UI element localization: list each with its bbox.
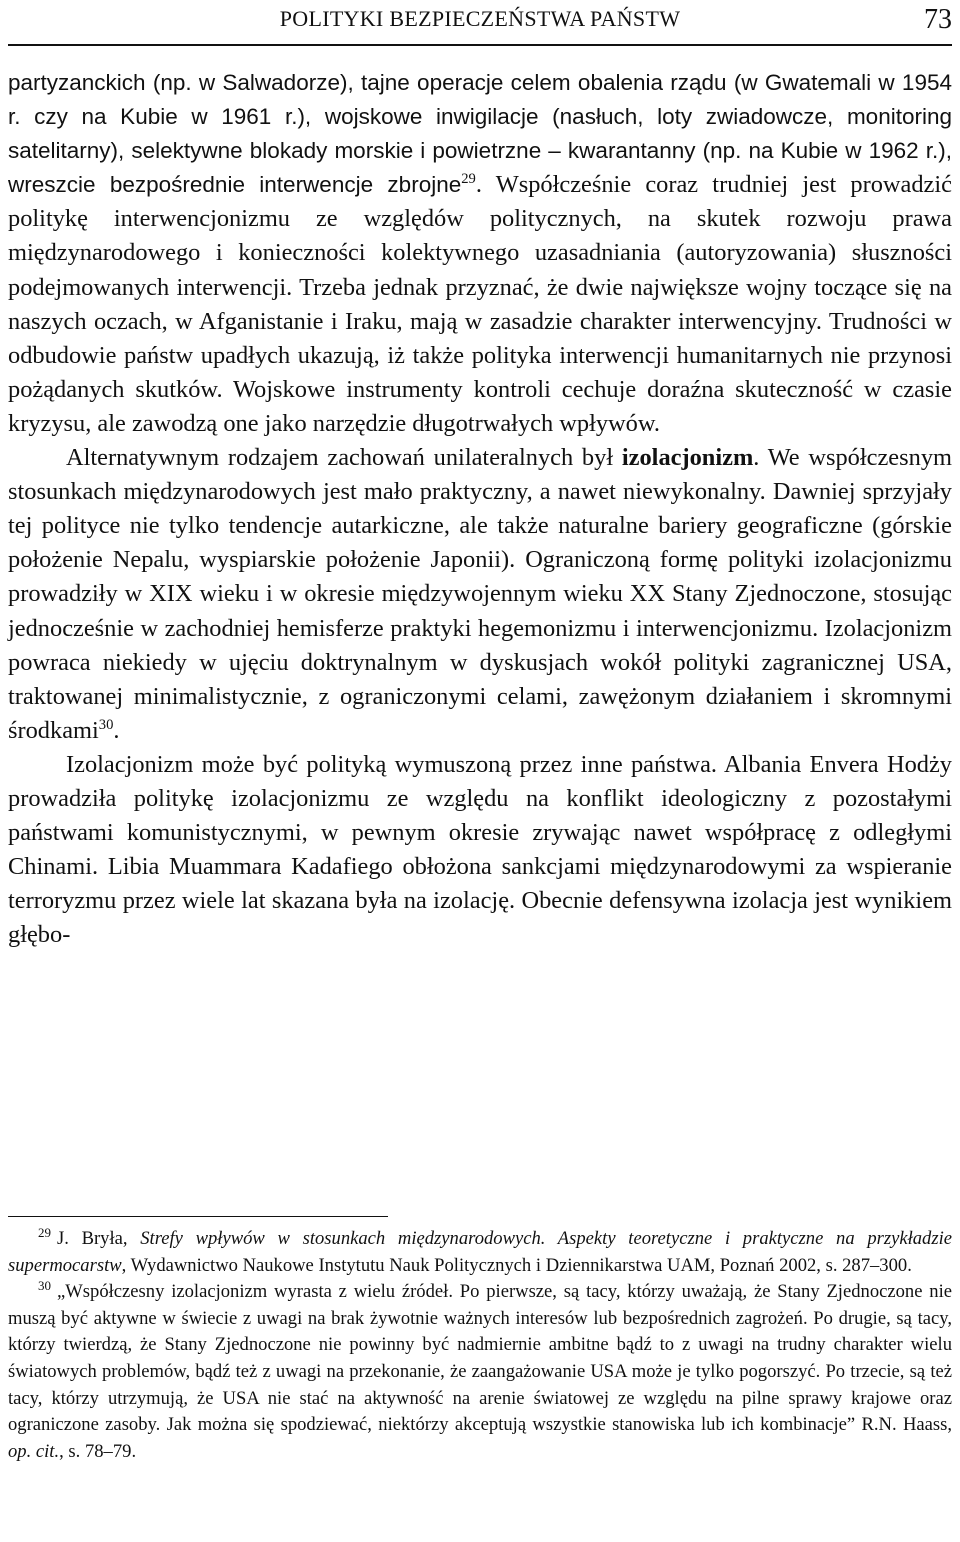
footnote-ref-29[interactable]: 29 [461,171,476,188]
running-title: POLITYKI BEZPIECZEŃSTWA PAŃSTW [279,6,681,31]
paragraph-2-text-end: . [113,716,120,744]
paragraph-3-text: Izolacjonizm może być polityką wymuszoną przez inne państwa. Albania Envera Hodży prowadziła politykę izolacjonizmu ze względu na konflikt ideologiczny z pozostałymi państwami komunistycznymi, w pewnym okresie zrywając nawet współpracę z odległymi Chinami. Libia Muammara Kadafiego obłożona sankcjami międzynarodowymi za wspieranie terroryzmu przez wiele lat skazana była na izolację. Obecnie defensywna izolacja jest wynikiem głębo- [8,750,952,949]
footnote-30 [8,1279,952,1465]
footnote-29-rest: , Wydawnictwo Naukowe Instytutu Nauk Politycznych i Dziennikarstwa UAM, Poznań 2002, s. 287–300. [121,1254,912,1276]
footnote-separator [8,1216,388,1217]
footnote-30-pages: , s. 78–79. [59,1440,137,1462]
main-text [8,66,952,952]
page-header [8,0,952,46]
footnote-29 [8,1226,952,1279]
footnote-ref-30[interactable]: 30 [98,716,114,733]
paragraph-2-text-body: . We współczesnym stosunkach międzynarodowych jest mało praktyczny, a nawet niewykonalny. Dawniej sprzyjały tej polityce nie tylko tendencje autarkiczne, ale także naturalne bariery geograficzne (górskie położenie Nepalu, wyspiarskie położenie Japonii). Ograniczoną formę polityki izolacjonizmu prowadziły w XIX wieku i w okresie międzywojennym wieku XX Stany Zjednoczone, stosując jednocześnie w zachodniej hemisferze praktyki hegemonizmu i interwencjonizmu. Izolacjonizm powraca niekiedy w ujęciu doktrynalnym w dyskusjach wokół polityki zagranicznej USA, traktowanej minimalistycznie, z ograniczonymi celami, zawężonym działaniem i skromnymi środkami [8,444,952,744]
footnote-30-mark: 30 [38,1278,51,1294]
paragraph-2 [8,441,952,748]
footnote-30-opcit: op. cit. [8,1440,60,1462]
term-izolacjonizm: izolacjonizm [621,444,754,472]
paragraph-2-text-start: Alternatywnym rodzajem zachowań unilateralnych był [66,444,622,472]
footnote-29-title: Strefy wpływów w stosunkach międzynarodowych. Aspekty teoretyczne i praktyczne na przykładzie supermocarstw [8,1228,953,1276]
paragraph-1 [8,66,952,441]
paragraph-1-text: . Współcześnie coraz trudniej jest prowadzić politykę interwencjonizmu ze względów politycznych, na skutek rozwoju prawa międzynarodowego i konieczności kolektywnego uzasadniania (autoryzowania) słuszności podejmowanych interwencji. Trzeba jednak przyznać, że dwie największe wojny toczące się na naszych oczach, w Afganistanie i Iraku, mają w zasadzie charakter interwencyjny. Trudności w odbudowie państw upadłych ukazują, iż także polityka interwencji humanitarnych nie przynosi pożądanych skutków. Wojskowe instrumenty kontroli cechuje doraźna skuteczność w czasie kryzysu, ale zawodzą one jako narzędzie długotrwałych wpływów. [8,171,952,437]
footnote-29-author: J. Bryła, [57,1228,141,1249]
paragraph-1-sans-run: partyzanckich (np. w Salwadorze), tajne operacje celem obalenia rządu (w Gwatemali w 1954 r. czy na Kubie w 1961 r.), wojskowe inwigilacje (nasłuch, loty zwiadowcze, monitoring satelitarny), selektywne blokady morskie i powietrzne – kwarantanny (np. na Kubie w 1962 r.), wreszcie bezpośrednie interwencje zbrojne [8,70,952,198]
footnotes [8,1226,952,1465]
footnote-29-mark: 29 [38,1225,51,1240]
footnote-30-text: „Współczesny izolacjonizm wyrasta z wielu źródeł. Po pierwsze, są tacy, którzy uważają, że Stany Zjednoczone nie muszą być aktywne w świecie z uwagi na brak żywotnie ważnych interesów lub bezpośrednich zagrożeń. Po drugie, są tacy, którzy twierdzą, że Stany Zjednoczone nie powinny być nadmiernie ambitne bądź to z uwagi na trudny charakter wielu światowych problemów, bądź też z uwagi na przekonanie, że zaangażowanie USA może je tylko pogorszyć. Po trzecie, są też tacy, którzy utrzymują, że USA nie stać na aktywność na arenie światowej ze względu na pilne sprawy krajowe oraz ograniczone zasoby. Jak można się spodziewać, niektórzy akceptują wszystkie stanowiska lub ich kombinacje” R.N. Haass, [8,1281,952,1436]
page-number: 73 [924,4,952,35]
paragraph-3 [8,748,952,953]
